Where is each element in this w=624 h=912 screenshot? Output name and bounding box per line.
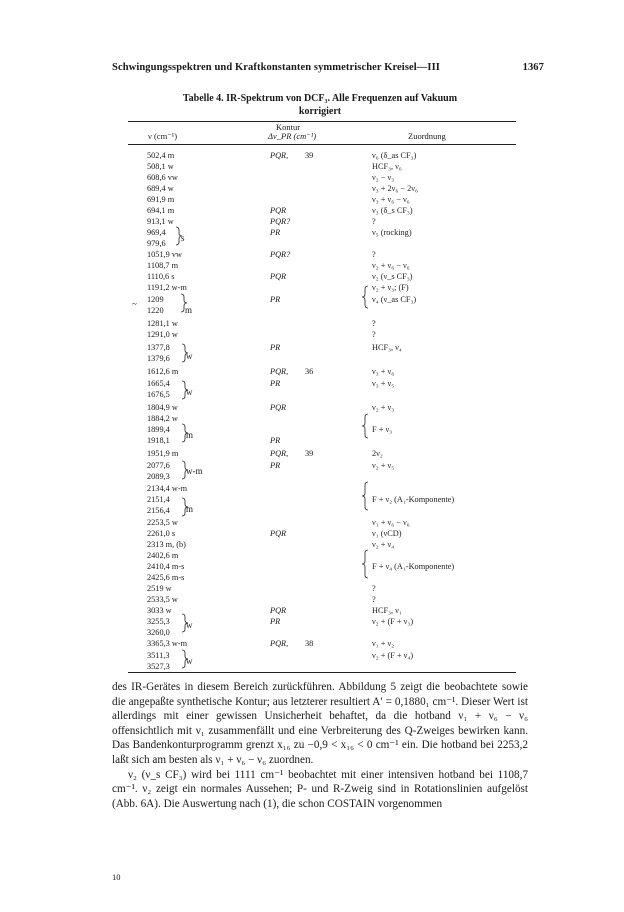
cell-kontur: PQR	[270, 272, 287, 281]
cell-kontur: PR	[270, 436, 281, 445]
cell-nu: 2533,5 w	[147, 595, 178, 604]
cell-nu: 2151,4	[147, 495, 170, 504]
cell-zuordnung: 2ν₂	[372, 449, 383, 458]
cell-nu: 2519 w	[147, 584, 172, 593]
cell-nu: 1220	[147, 306, 164, 315]
brace-label: m	[185, 305, 193, 315]
cell-nu: 1108,7 m	[147, 261, 179, 270]
cell-zuordnung: ν₂ + (F + ν₃)	[372, 617, 414, 626]
cell-zuordnung: ν₂ (ν_s CF₃)	[372, 272, 413, 281]
cell-nu: 969,4	[147, 228, 166, 237]
brace-label: w	[186, 387, 193, 397]
cell-zuordnung: ν₂ + ν₆ − ν₆	[372, 261, 410, 270]
header-kontur: Kontur	[276, 122, 301, 132]
brace-mark	[182, 424, 188, 442]
footer-signature: 10	[112, 872, 121, 882]
cell-nu: 1665,4	[147, 379, 170, 388]
cell-kontur: PR	[270, 343, 281, 352]
brace-mark	[182, 461, 188, 479]
cell-kontur: PQR,	[270, 639, 289, 648]
cell-zuordnung: ν₄ (ν_as CF₃)	[372, 295, 417, 304]
brace-label: w	[186, 620, 193, 630]
brace-mark	[362, 550, 368, 578]
cell-nu: 2313 m, (b)	[147, 540, 186, 549]
cell-nu: 1209	[147, 295, 164, 304]
cell-nu: 1899,4	[147, 425, 170, 434]
table-caption-line1: Tabelle 4. IR-Spektrum von DCF₃. Alle Frequenzen auf Vakuum	[182, 93, 458, 104]
cell-zuordnung: F + ν₄ (A₁-Komponente)	[372, 562, 455, 571]
cell-zuordnung: ν₁ (νCD)	[372, 529, 402, 538]
paragraph-1: des IR-Gerätes in diesem Bereich zurückführen. Abbildung 5 zeigt die beobachtete sowie die angepaßte synthetische Kontur; aus letzterer resultiert A′ = 0,1880₁ cm⁻¹. Dieser Wert ist allerdings mit einer gewissen Unsicherheit behaftet, da die hotband ν₁ + ν₆ − ν₆ offensichtlich mit ν₁ zusammenfällt und eine Verbreiterung des Q-Zweiges bewirken kann. Das Bandenkonturprogramm grenzt x₁₆ zu −0,9 < x₁₆ < 0 cm⁻¹ ein. Die hotband bei 2253,2 laßt sich am besten als ν₁ + ν₆ − ν₆ zuordnen.	[112, 681, 528, 766]
cell-nu: 2425,6 m-s	[147, 573, 185, 582]
cell-nu: 1110,6 s	[147, 272, 175, 281]
cell-zuordnung: ν₃ + ν₆	[372, 367, 395, 376]
cell-nu: 1379,6	[147, 354, 170, 363]
cell-kontur: PR	[270, 617, 281, 626]
cell-nu: 1884,2 w	[147, 414, 178, 423]
cell-kontur: PQR	[270, 606, 287, 615]
cell-nu: 1051,9 vw	[147, 250, 183, 259]
cell-nu: 1804,9 w	[147, 403, 178, 412]
cell-nu: 2156,4	[147, 506, 170, 515]
cell-kontur: PQR	[270, 206, 287, 215]
cell-nu: 1291,0 w	[147, 330, 178, 339]
cell-zuordnung: ν₁ + ν₂	[372, 639, 395, 648]
brace-label: w	[186, 351, 193, 361]
cell-nu: 3511,3	[147, 651, 170, 660]
cell-nu: 2077,6	[147, 461, 170, 470]
brace-mark	[362, 482, 368, 510]
brace-mark	[181, 294, 187, 312]
cell-delta-pr: 38	[305, 639, 314, 648]
cell-nu: 691,9 m	[147, 195, 175, 204]
brace-mark	[182, 344, 188, 362]
cell-kontur: PR	[270, 379, 281, 388]
header-nu: ν (cm⁻¹)	[148, 131, 178, 141]
cell-zuordnung: ν₂ + ν₃; (F)	[372, 283, 409, 292]
cell-zuordnung: ?	[372, 250, 376, 259]
cell-zuordnung: ν₁ + ν₆ − ν₆	[372, 518, 410, 527]
cell-nu: 3255,3	[147, 617, 170, 626]
cell-nu: 502,4 m	[147, 151, 175, 160]
cell-zuordnung: HCF₃, ν₆	[372, 162, 402, 171]
table-caption-line2: korrigiert	[298, 106, 342, 117]
brace-mark	[182, 498, 188, 516]
brace-mark	[182, 381, 188, 399]
cell-nu: 3527,3	[147, 662, 170, 671]
cell-nu: 2134,4 w-m	[147, 484, 188, 493]
cell-nu: 3260,0	[147, 628, 170, 637]
cell-zuordnung: F + ν₂ (A₁-Komponente)	[372, 495, 455, 504]
cell-nu: 2410,4 m-s	[147, 562, 185, 571]
cell-nu: 2261,0 s	[147, 529, 176, 538]
cell-kontur: PQR	[270, 403, 287, 412]
cell-zuordnung: ν₃ + 2ν₆ − 2ν₆	[372, 184, 418, 193]
brace-mark	[182, 650, 188, 668]
cell-nu: 508,1 w	[147, 162, 174, 171]
cell-zuordnung: ?	[372, 217, 376, 226]
cell-zuordnung: ?	[372, 319, 376, 328]
cell-delta-pr: 39	[305, 151, 314, 160]
cell-nu: 1377,8	[147, 343, 170, 352]
running-head-title: Schwingungsspektren und Kraftkonstanten symmetrischer Kreisel—III	[112, 62, 440, 73]
cell-zuordnung: ν₅ (rocking)	[372, 228, 412, 237]
page-number: 1367	[522, 62, 544, 73]
cell-nu: 2089,3	[147, 472, 170, 481]
cell-zuordnung: ν₂ − ν₃	[372, 173, 395, 182]
cell-nu: 1676,5	[147, 390, 170, 399]
cell-kontur: PQR,	[270, 151, 289, 160]
cell-nu: 1612,6 m	[147, 367, 179, 376]
header-zuordnung: Zuordnung	[408, 131, 446, 141]
cell-zuordnung: ν₂ + ν₃	[372, 403, 395, 412]
brace-label: ~	[132, 299, 137, 309]
cell-nu: 689,4 w	[147, 184, 174, 193]
cell-delta-pr: 36	[305, 367, 314, 376]
cell-zuordnung: ν₂ + ν₅	[372, 461, 395, 470]
cell-zuordnung: ?	[372, 584, 376, 593]
cell-zuordnung: ν₂ + (F + ν₄)	[372, 651, 414, 660]
header-delta: Δν_PR (cm⁻¹)	[268, 131, 317, 141]
brace-mark	[182, 614, 188, 632]
cell-zuordnung: ν₃ + ν₅	[372, 379, 395, 388]
cell-kontur: PQR?	[270, 217, 291, 226]
cell-zuordnung: ν₃ (δ_s CF₃)	[372, 206, 413, 215]
cell-zuordnung: HCF₃, ν₄	[372, 343, 402, 352]
cell-delta-pr: 39	[305, 449, 314, 458]
cell-nu: 3365,3 w-m	[147, 639, 188, 648]
cell-nu: 1281,1 w	[147, 319, 178, 328]
cell-kontur: PQR,	[270, 449, 289, 458]
cell-nu: 694,1 m	[147, 206, 175, 215]
brace-label: w	[186, 656, 193, 666]
cell-zuordnung: ?	[372, 595, 376, 604]
brace-label: m	[186, 430, 194, 440]
cell-nu: 3033 w	[147, 606, 172, 615]
paragraph-2: ν₂ (ν_s CF₃) wird bei 1111 cm⁻¹ beobachtet mit einer intensiven hotband bei 1108,7 cm⁻¹. ν₂ zeigt ein normales Aussehen; P- und R-Zweig sind in Rotationslinien aufgelöst (Abb. 6A). Die Auswertung nach (1), die schon COSTAIN vorgenommen	[112, 768, 528, 810]
brace-mark	[362, 286, 368, 308]
cell-nu: 1191,2 w-m	[147, 283, 187, 292]
cell-nu: 2402,6 m	[147, 551, 179, 560]
cell-nu: 2253,5 w	[147, 518, 178, 527]
cell-nu: 1951,9 m	[147, 449, 179, 458]
cell-nu: 1918,1	[147, 436, 170, 445]
table-bottom-rule	[128, 672, 516, 673]
cell-zuordnung: ?	[372, 330, 376, 339]
cell-nu: 913,1 w	[147, 217, 174, 226]
brace-label: s	[181, 233, 185, 243]
brace-mark	[176, 227, 182, 245]
cell-zuordnung: F + ν₃	[372, 425, 393, 434]
cell-zuordnung: HCF₃, ν₁	[372, 606, 402, 615]
cell-kontur: PR	[270, 461, 281, 470]
cell-nu: 979,6	[147, 239, 166, 248]
cell-zuordnung: ν₃ + ν₆ − ν₆	[372, 195, 410, 204]
cell-zuordnung: ν₆ (δ_as CF₃)	[372, 151, 417, 160]
cell-kontur: PR	[270, 228, 281, 237]
cell-kontur: PQR?	[270, 250, 291, 259]
brace-mark	[362, 414, 368, 438]
brace-label: w-m	[186, 466, 203, 476]
cell-kontur: PR	[270, 295, 281, 304]
brace-label: m	[186, 504, 194, 514]
cell-kontur: PQR	[270, 529, 287, 538]
cell-nu: 608,6 vw	[147, 173, 178, 182]
cell-kontur: PQR,	[270, 367, 289, 376]
cell-zuordnung: ν₂ + ν₄	[372, 540, 395, 549]
body-text	[112, 680, 528, 811]
